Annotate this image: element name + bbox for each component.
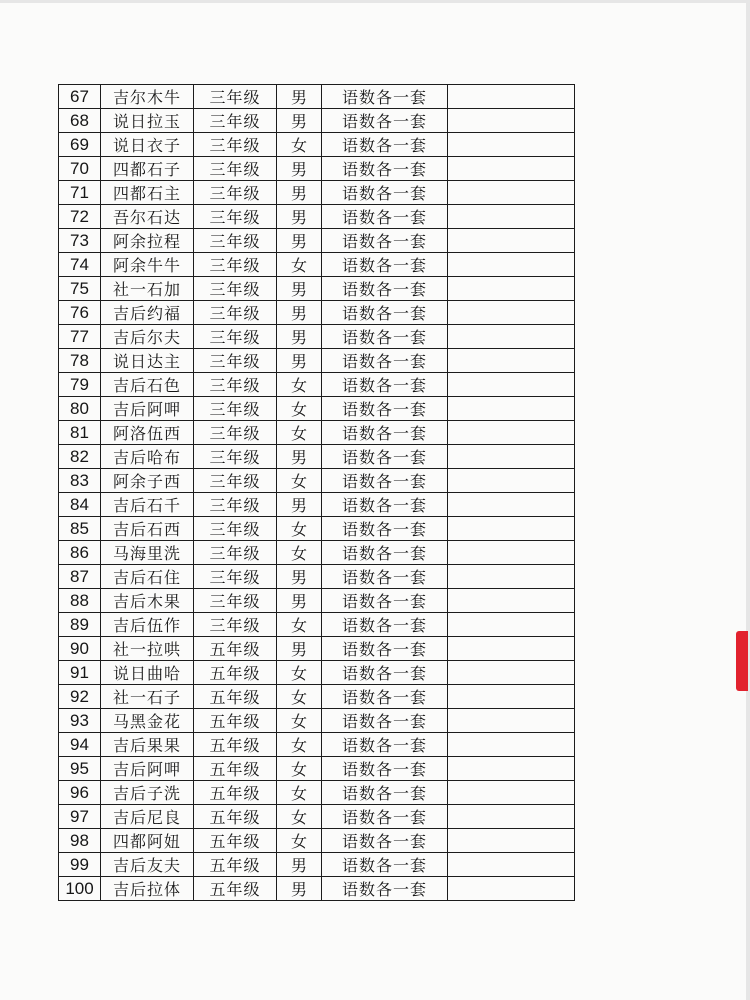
row-number: 93 — [59, 709, 101, 733]
table-row — [59, 109, 575, 133]
table-row — [59, 157, 575, 181]
grade-level: 三年级 — [194, 109, 277, 133]
table-row — [59, 325, 575, 349]
item-description: 语数各一套 — [322, 397, 448, 421]
row-number: 72 — [59, 205, 101, 229]
grade-level: 五年级 — [194, 805, 277, 829]
note-cell — [448, 661, 575, 685]
gender: 男 — [277, 565, 322, 589]
note-cell — [448, 277, 575, 301]
table-row — [59, 301, 575, 325]
note-cell — [448, 493, 575, 517]
student-name: 吉后石住 — [101, 565, 194, 589]
student-name: 说日达主 — [101, 349, 194, 373]
student-name: 阿洛伍西 — [101, 421, 194, 445]
row-number: 71 — [59, 181, 101, 205]
note-cell — [448, 589, 575, 613]
grade-level: 三年级 — [194, 229, 277, 253]
student-roster-table — [58, 84, 575, 901]
grade-level: 五年级 — [194, 829, 277, 853]
student-name: 吉后木果 — [101, 589, 194, 613]
table-row — [59, 541, 575, 565]
note-cell — [448, 541, 575, 565]
item-description: 语数各一套 — [322, 757, 448, 781]
table-row — [59, 205, 575, 229]
item-description: 语数各一套 — [322, 565, 448, 589]
grade-level: 五年级 — [194, 877, 277, 901]
note-cell — [448, 373, 575, 397]
item-description: 语数各一套 — [322, 133, 448, 157]
grade-level: 五年级 — [194, 709, 277, 733]
grade-level: 三年级 — [194, 517, 277, 541]
row-number: 68 — [59, 109, 101, 133]
gender: 男 — [277, 157, 322, 181]
note-cell — [448, 229, 575, 253]
row-number: 92 — [59, 685, 101, 709]
student-name: 吉后石千 — [101, 493, 194, 517]
row-number: 78 — [59, 349, 101, 373]
item-description: 语数各一套 — [322, 637, 448, 661]
gender: 女 — [277, 709, 322, 733]
table-row — [59, 133, 575, 157]
gender: 男 — [277, 637, 322, 661]
student-name: 吾尔石达 — [101, 205, 194, 229]
note-cell — [448, 685, 575, 709]
gender: 女 — [277, 421, 322, 445]
grade-level: 五年级 — [194, 757, 277, 781]
gender: 女 — [277, 685, 322, 709]
note-cell — [448, 133, 575, 157]
table-row — [59, 709, 575, 733]
student-name: 四都石子 — [101, 157, 194, 181]
item-description: 语数各一套 — [322, 205, 448, 229]
grade-level: 三年级 — [194, 133, 277, 157]
item-description: 语数各一套 — [322, 181, 448, 205]
gender: 男 — [277, 325, 322, 349]
row-number: 95 — [59, 757, 101, 781]
note-cell — [448, 565, 575, 589]
row-number: 80 — [59, 397, 101, 421]
gender: 女 — [277, 253, 322, 277]
student-name: 吉后拉体 — [101, 877, 194, 901]
student-name: 说日衣子 — [101, 133, 194, 157]
item-description: 语数各一套 — [322, 469, 448, 493]
grade-level: 三年级 — [194, 253, 277, 277]
gender: 男 — [277, 853, 322, 877]
student-name: 吉后阿呷 — [101, 757, 194, 781]
grade-level: 三年级 — [194, 85, 277, 109]
item-description: 语数各一套 — [322, 685, 448, 709]
gender: 男 — [277, 445, 322, 469]
item-description: 语数各一套 — [322, 589, 448, 613]
item-description: 语数各一套 — [322, 301, 448, 325]
student-name: 吉后伍作 — [101, 613, 194, 637]
item-description: 语数各一套 — [322, 373, 448, 397]
item-description: 语数各一套 — [322, 85, 448, 109]
row-number: 100 — [59, 877, 101, 901]
student-name: 吉尔木牛 — [101, 85, 194, 109]
note-cell — [448, 757, 575, 781]
gender: 女 — [277, 613, 322, 637]
row-number: 69 — [59, 133, 101, 157]
gender: 女 — [277, 469, 322, 493]
item-description: 语数各一套 — [322, 517, 448, 541]
grade-level: 三年级 — [194, 421, 277, 445]
note-cell — [448, 709, 575, 733]
note-cell — [448, 349, 575, 373]
gender: 男 — [277, 589, 322, 613]
row-number: 70 — [59, 157, 101, 181]
student-name: 四都石主 — [101, 181, 194, 205]
row-number: 86 — [59, 541, 101, 565]
note-cell — [448, 253, 575, 277]
item-description: 语数各一套 — [322, 613, 448, 637]
item-description: 语数各一套 — [322, 229, 448, 253]
item-description: 语数各一套 — [322, 157, 448, 181]
table-row — [59, 181, 575, 205]
item-description: 语数各一套 — [322, 277, 448, 301]
note-cell — [448, 325, 575, 349]
student-name: 吉后石西 — [101, 517, 194, 541]
grade-level: 三年级 — [194, 541, 277, 565]
note-cell — [448, 805, 575, 829]
row-number: 97 — [59, 805, 101, 829]
table-row — [59, 661, 575, 685]
table-row — [59, 277, 575, 301]
row-number: 77 — [59, 325, 101, 349]
student-name: 阿余子西 — [101, 469, 194, 493]
item-description: 语数各一套 — [322, 325, 448, 349]
item-description: 语数各一套 — [322, 853, 448, 877]
gender: 男 — [277, 85, 322, 109]
row-number: 84 — [59, 493, 101, 517]
note-cell — [448, 613, 575, 637]
item-description: 语数各一套 — [322, 349, 448, 373]
grade-level: 三年级 — [194, 325, 277, 349]
gender: 女 — [277, 133, 322, 157]
item-description: 语数各一套 — [322, 253, 448, 277]
student-name: 马黑金花 — [101, 709, 194, 733]
student-name: 吉后友夫 — [101, 853, 194, 877]
table-row — [59, 565, 575, 589]
table-row — [59, 805, 575, 829]
row-number: 85 — [59, 517, 101, 541]
gender: 男 — [277, 877, 322, 901]
student-name: 吉后尼良 — [101, 805, 194, 829]
row-number: 75 — [59, 277, 101, 301]
gender: 男 — [277, 109, 322, 133]
grade-level: 五年级 — [194, 781, 277, 805]
grade-level: 三年级 — [194, 373, 277, 397]
note-cell — [448, 85, 575, 109]
grade-level: 三年级 — [194, 493, 277, 517]
row-number: 90 — [59, 637, 101, 661]
gender: 男 — [277, 229, 322, 253]
table-row — [59, 397, 575, 421]
row-number: 73 — [59, 229, 101, 253]
table-row — [59, 421, 575, 445]
student-name: 吉后约福 — [101, 301, 194, 325]
row-number: 89 — [59, 613, 101, 637]
grade-level: 三年级 — [194, 301, 277, 325]
grade-level: 三年级 — [194, 397, 277, 421]
row-number: 91 — [59, 661, 101, 685]
item-description: 语数各一套 — [322, 421, 448, 445]
item-description: 语数各一套 — [322, 877, 448, 901]
item-description: 语数各一套 — [322, 781, 448, 805]
student-name: 吉后尔夫 — [101, 325, 194, 349]
gender: 男 — [277, 277, 322, 301]
student-name: 阿余拉程 — [101, 229, 194, 253]
student-name: 阿余牛牛 — [101, 253, 194, 277]
gender: 男 — [277, 349, 322, 373]
grade-level: 三年级 — [194, 469, 277, 493]
table-row — [59, 517, 575, 541]
row-number: 83 — [59, 469, 101, 493]
item-description: 语数各一套 — [322, 445, 448, 469]
student-name: 社一拉哄 — [101, 637, 194, 661]
note-cell — [448, 829, 575, 853]
gender: 女 — [277, 373, 322, 397]
note-cell — [448, 205, 575, 229]
table-row — [59, 757, 575, 781]
item-description: 语数各一套 — [322, 661, 448, 685]
gender: 男 — [277, 301, 322, 325]
table-row — [59, 853, 575, 877]
student-name: 说日拉玉 — [101, 109, 194, 133]
gender: 女 — [277, 397, 322, 421]
note-cell — [448, 445, 575, 469]
gender: 女 — [277, 541, 322, 565]
table-row — [59, 85, 575, 109]
grade-level: 五年级 — [194, 685, 277, 709]
note-cell — [448, 397, 575, 421]
grade-level: 三年级 — [194, 205, 277, 229]
table-row — [59, 781, 575, 805]
grade-level: 五年级 — [194, 853, 277, 877]
table-row — [59, 253, 575, 277]
grade-level: 三年级 — [194, 565, 277, 589]
row-number: 79 — [59, 373, 101, 397]
table-row — [59, 349, 575, 373]
row-number: 81 — [59, 421, 101, 445]
page-top-edge — [0, 0, 750, 3]
red-stamp-mark — [736, 631, 748, 691]
row-number: 76 — [59, 301, 101, 325]
grade-level: 三年级 — [194, 445, 277, 469]
row-number: 94 — [59, 733, 101, 757]
grade-level: 三年级 — [194, 349, 277, 373]
item-description: 语数各一套 — [322, 541, 448, 565]
gender: 女 — [277, 781, 322, 805]
note-cell — [448, 853, 575, 877]
table-row — [59, 637, 575, 661]
grade-level: 三年级 — [194, 589, 277, 613]
roster-body — [59, 85, 575, 901]
gender: 男 — [277, 493, 322, 517]
student-name: 吉后石色 — [101, 373, 194, 397]
row-number: 99 — [59, 853, 101, 877]
note-cell — [448, 877, 575, 901]
student-name: 说日曲哈 — [101, 661, 194, 685]
row-number: 88 — [59, 589, 101, 613]
note-cell — [448, 733, 575, 757]
note-cell — [448, 517, 575, 541]
table-row — [59, 373, 575, 397]
note-cell — [448, 181, 575, 205]
grade-level: 三年级 — [194, 181, 277, 205]
row-number: 82 — [59, 445, 101, 469]
table-row — [59, 877, 575, 901]
item-description: 语数各一套 — [322, 805, 448, 829]
gender: 女 — [277, 757, 322, 781]
note-cell — [448, 781, 575, 805]
row-number: 96 — [59, 781, 101, 805]
grade-level: 三年级 — [194, 157, 277, 181]
student-name: 四都阿妞 — [101, 829, 194, 853]
grade-level: 五年级 — [194, 733, 277, 757]
gender: 女 — [277, 517, 322, 541]
note-cell — [448, 157, 575, 181]
note-cell — [448, 469, 575, 493]
gender: 女 — [277, 829, 322, 853]
grade-level: 五年级 — [194, 637, 277, 661]
table-row — [59, 469, 575, 493]
note-cell — [448, 421, 575, 445]
student-name: 吉后子洗 — [101, 781, 194, 805]
gender: 女 — [277, 805, 322, 829]
page-right-edge — [746, 0, 750, 1000]
row-number: 87 — [59, 565, 101, 589]
gender: 男 — [277, 181, 322, 205]
table-row — [59, 685, 575, 709]
student-name: 社一石子 — [101, 685, 194, 709]
row-number: 67 — [59, 85, 101, 109]
table-row — [59, 733, 575, 757]
student-name: 吉后哈布 — [101, 445, 194, 469]
student-name: 社一石加 — [101, 277, 194, 301]
grade-level: 三年级 — [194, 613, 277, 637]
grade-level: 三年级 — [194, 277, 277, 301]
item-description: 语数各一套 — [322, 733, 448, 757]
student-name: 吉后果果 — [101, 733, 194, 757]
gender: 男 — [277, 205, 322, 229]
table-row — [59, 493, 575, 517]
gender: 女 — [277, 733, 322, 757]
note-cell — [448, 109, 575, 133]
grade-level: 五年级 — [194, 661, 277, 685]
student-name: 马海里洗 — [101, 541, 194, 565]
table-row — [59, 229, 575, 253]
item-description: 语数各一套 — [322, 829, 448, 853]
student-name: 吉后阿呷 — [101, 397, 194, 421]
item-description: 语数各一套 — [322, 109, 448, 133]
table-row — [59, 589, 575, 613]
table-row — [59, 613, 575, 637]
note-cell — [448, 301, 575, 325]
table-row — [59, 445, 575, 469]
gender: 女 — [277, 661, 322, 685]
row-number: 98 — [59, 829, 101, 853]
note-cell — [448, 637, 575, 661]
item-description: 语数各一套 — [322, 493, 448, 517]
row-number: 74 — [59, 253, 101, 277]
table-row — [59, 829, 575, 853]
item-description: 语数各一套 — [322, 709, 448, 733]
